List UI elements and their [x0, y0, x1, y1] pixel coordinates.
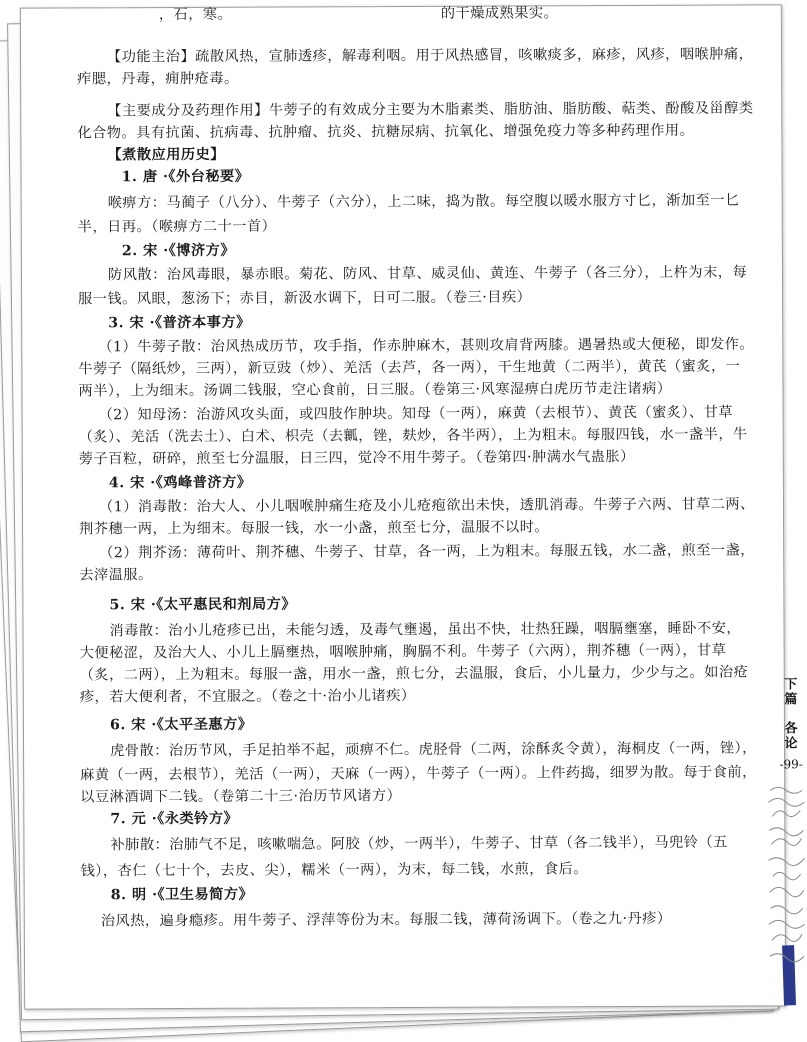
source-heading: 1. 唐 ·《外台秘要》	[121, 168, 250, 186]
page-number: -99-	[779, 757, 803, 772]
side-subsection-label: 各 论	[784, 721, 798, 752]
page-content	[61, 5, 785, 1008]
body-line: 半，日再。（喉痹方二十一首）	[77, 218, 277, 236]
wave-ornament-icon	[766, 780, 807, 970]
source-heading: 3. 宋 ·《普济本事方》	[108, 314, 251, 332]
section-heading: 【煮散应用历史】	[107, 146, 226, 164]
source-heading: 5. 宋 ·《太平惠民和剂局方》	[109, 596, 297, 614]
body-line: 牛蒡子（隔纸炒，三两），新豆豉（炒）、羌活（去芦，各一两），干生地黄（二两半），黄芪（蜜炙，一	[78, 358, 741, 378]
body-line: 虎骨散：治历节风，手足拍举不起，顽痹不仁。虎胫骨（二两，涂酥炙令黄），海桐皮（一两，锉），	[110, 740, 757, 760]
body-line: 【功能主治】疏散风热，宣肺透疹，解毒利咽。用于风热感冒，咳嗽痰多，麻疹，风疹，咽喉肿痛，	[107, 46, 754, 66]
side-section-label: 下 篇	[784, 677, 798, 708]
source-heading: 4. 宋 ·《鸡峰普济方》	[108, 474, 252, 492]
body-line: 治风热，遍身瘾疹。用牛蒡子、浮萍等份为末。每服二钱，薄荷汤调下。（卷之九·丹疹）	[100, 910, 672, 930]
body-line: （炙）、羌活（洗去土）、白术、枳壳（去瓤，锉，麸炒，各半两），上为粗末。每服四钱，水一盏半，牛	[78, 426, 748, 446]
body-line: 大便秘涩，及治大人、小儿上膈壅热，咽喉肿痛，胸膈不利。牛蒡子（六两），荆芥穗（一两），甘草	[79, 642, 727, 662]
document-page	[20, 4, 803, 1009]
body-line: 麻黄（一两，去根节），羌活（一两），天麻（一两），牛蒡子（一两）。上件药捣，细罗为散。每于食前，	[80, 764, 757, 784]
body-line: 补肺散：治肺气不足，咳嗽喘急。阿胶（炒，一两半），牛蒡子、甘草（各二钱半），马兜铃（五	[110, 834, 728, 854]
source-heading: 2. 宋 ·《博济方》	[121, 242, 236, 260]
body-line: 以豆淋酒调下二钱。（卷第二十三·治历节风诸方）	[80, 788, 402, 806]
body-line: 荆芥穗一两，上为细末。每服一钱，水一小盏，煎至七分，温服不以时。	[79, 519, 550, 538]
body-line: 蒡子百粒，研碎，煎至七分温服，日三四，觉冷不用牛蒡子。（卷第四·肿满水气蛊胀）	[78, 448, 635, 468]
body-line: 去滓温服。	[79, 567, 153, 584]
body-line: 防风散：治风毒眼，暴赤眼。菊花、防风、甘草、威灵仙、黄连、牛蒡子（各三分），上杵为末，每	[107, 264, 748, 284]
body-line: 喉痹方：马蔺子（八分）、牛蒡子（六分），上二味，捣为散。每空腹以暖水服方寸匕，渐加至一匕	[107, 192, 740, 212]
body-line: （1）消毒散：治大人、小儿咽喉肿痛生疮及小儿疮疱欲出未快，透肌消毒。牛蒡子六两、甘草二两、	[98, 496, 755, 516]
body-line: 两半），上为细末。汤调二钱服，空心食前，日三服。（卷第三·风寒湿痹白虎历节走注诸病）	[78, 380, 672, 400]
body-line: （1）牛蒡子散：治风热成历节，攻手指，作赤肿麻木，甚则攻肩背两膝。遇暑热或大便秘，即发作。	[98, 336, 755, 356]
top-cut-line: 的干燥成熟果实。	[440, 5, 559, 22]
source-heading: 7. 元 ·《永类钤方》	[110, 810, 239, 828]
body-line: 服一钱。风眼，葱汤下；赤目，新汲水调下，日可二服。（卷三·目疾）	[78, 289, 532, 308]
body-line: 【主要成分及药理作用】牛蒡子的有效成分主要为木脂素类、脂肪油、脂肪酸、萜类、酚酸及甾醇类	[107, 100, 754, 120]
body-line: 钱），杏仁（七十个，去皮、尖），糯米（一两），为末，每二钱，水煎，食后。	[80, 861, 589, 880]
body-line: 痄腮，丹毒，痈肿疮毒。	[77, 70, 239, 88]
body-line: 疹，若大便利者，不宜服之。（卷之十·治小儿诸疾）	[79, 687, 416, 706]
body-line: 消毒散：治小儿疮疹已出，未能匀透，及毒气壅遏，虽出不快，壮热狂躁，咽膈壅塞，睡卧不安，	[109, 620, 742, 640]
body-line: （2）知母汤：治游风攻头面，或四肢作肿块。知母（一两），麻黄（去根节）、黄芪（蜜炙）、甘草	[98, 404, 734, 424]
body-line: （2）荆芥汤：薄荷叶、荆芥穗、牛蒡子、甘草，各一两，上为粗末。每服五钱，水二盏，煎至一盏，	[99, 542, 756, 562]
top-cut-line: ，石，寒。	[158, 6, 233, 24]
source-heading: 8. 明 ·《卫生易简方》	[110, 886, 254, 904]
body-line: 化合物。具有抗菌、抗病毒、抗肿瘤、抗炎、抗糖尿病、抗氧化、增强免疫力等多种药理作用。	[77, 122, 695, 142]
source-heading: 6. 宋 ·《太平圣惠方》	[109, 716, 253, 734]
body-line: （炙，二两），上为粗末。每服一盏，用水一盏，煎七分，去温服，食后，小儿量力，少少与之。如治疮	[79, 664, 749, 684]
